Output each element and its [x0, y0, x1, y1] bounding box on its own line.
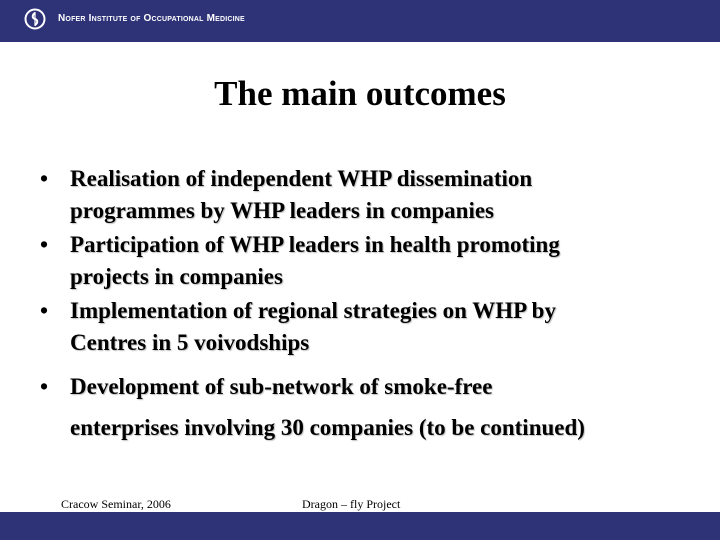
bullet-dot-icon: • [40, 298, 49, 323]
bullet-dot-icon: • [40, 166, 49, 191]
organization-name: Nofer Institute of Occupational Medicine [58, 13, 245, 24]
bullet-line: Development of sub-network of smoke-free [70, 374, 493, 399]
bullet-line: Centres in 5 voivodships [70, 330, 310, 355]
bullet-dot-icon: • [40, 374, 49, 399]
nofer-logo-icon [24, 8, 46, 30]
header-bar [0, 0, 720, 42]
bullet-line: programmes by WHP leaders in companies [70, 198, 495, 223]
footer-event: Cracow Seminar, 2006 [61, 497, 171, 511]
bullet-line: Participation of WHP leaders in health promoting [70, 232, 560, 257]
bullet-line: projects in companies [70, 264, 283, 289]
slide-title: The main outcomes [214, 74, 506, 113]
bullet-line: enterprises involving 30 companies (to be continued) [70, 415, 585, 440]
footer-project: Dragon – fly Project [302, 497, 401, 511]
bullet-line: Realisation of independent WHP dissemination [70, 166, 533, 191]
bottom-bar [0, 512, 720, 540]
bullet-line: Implementation of regional strategies on WHP by [70, 298, 556, 323]
bullet-dot-icon: • [40, 232, 49, 257]
